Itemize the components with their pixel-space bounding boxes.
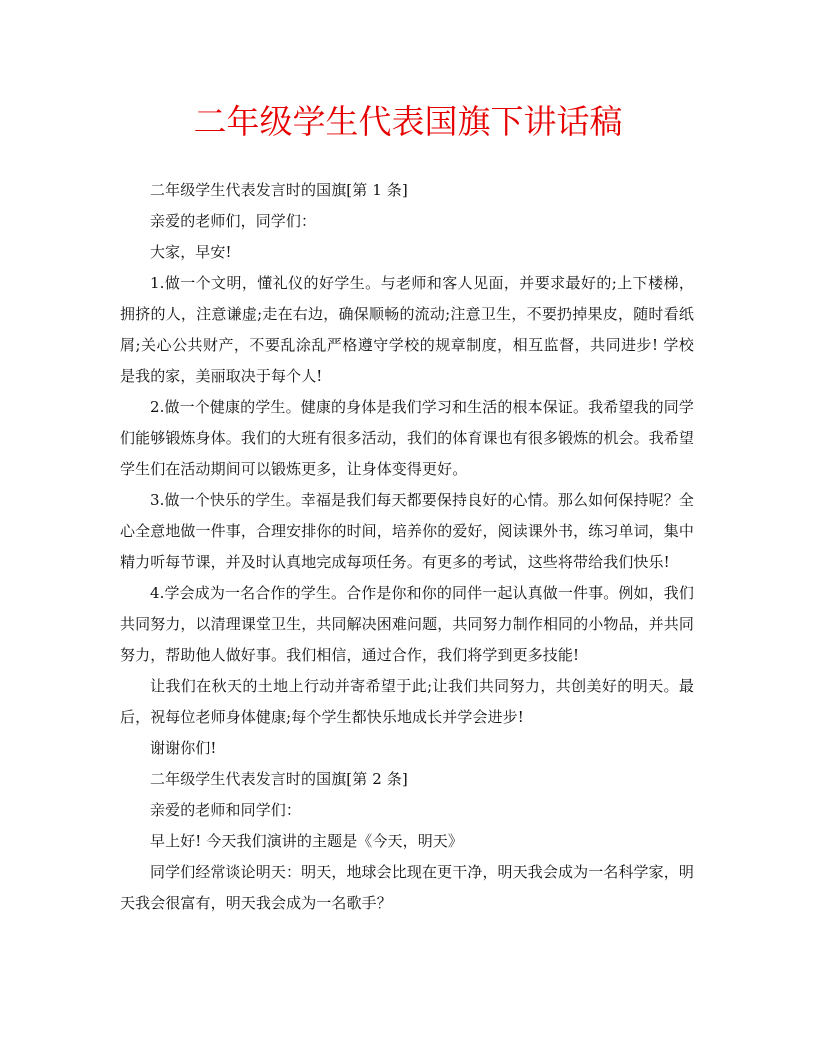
- greeting-2: 早上好! 今天我们演讲的主题是《今天，明天》: [150, 832, 463, 850]
- paragraph-6: 同学们经常谈论明天：明天，地球会比现在更干净，明天我会成为一名科学家，明天我会很富有，明天我会成为一名歌手？: [120, 863, 694, 912]
- salutation-2: 亲爱的老师和同学们：: [150, 801, 302, 819]
- section-heading-1: 二年级学生代表发言时的国旗[第 1 条]: [150, 181, 408, 199]
- paragraph-1: 1.做一个文明，懂礼仪的好学生。与老师和客人见面，并要求最好的;上下楼梯，拥挤的人，注意谦虚;走在右边，确保顺畅的流动;注意卫生，不要扔掉果皮，随时看纸屑;关心公共财产，不要乱涂乱严格遵守学校的规章制度，相互监督，共同进步! 学校是我的家，美丽取决于每个人!: [120, 274, 694, 385]
- document-body: [120, 175, 694, 919]
- paragraph-2: 2.做一个健康的学生。健康的身体是我们学习和生活的根本保证。我希望我的同学们能够锻炼身体。我们的大班有很多活动，我们的体育课也有很多锻炼的机会。我希望学生们在活动期间可以锻炼更多，让身体变得更好。: [120, 398, 694, 478]
- salutation-1: 亲爱的老师们，同学们：: [150, 212, 317, 230]
- closing-1: 谢谢你们!: [150, 739, 217, 757]
- paragraph-5: 让我们在秋天的土地上行动并寄希望于此;让我们共同努力，共创美好的明天。最后，祝每位老师身体健康;每个学生都快乐地成长并学会进步!: [120, 677, 694, 726]
- paragraph-3: 3.做一个快乐的学生。幸福是我们每天都要保持良好的心情。那么如何保持呢？全心全意地做一件事，合理安排你的时间，培养你的爱好，阅读课外书，练习单词，集中精力听每节课，并及时认真地完成每项任务。有更多的考试，这些将带给我们快乐!: [120, 491, 694, 571]
- document-title: 二年级学生代表国旗下讲话稿: [193, 102, 623, 141]
- paragraph-4: 4.学会成为一名合作的学生。合作是你和你的同伴一起认真做一件事。例如，我们共同努力，以清理课堂卫生，共同解决困难问题，共同努力制作相同的小物品，并共同努力，帮助他人做好事。我们相信，通过合作，我们将学到更多技能!: [120, 584, 694, 664]
- greeting-1: 大家，早安!: [150, 243, 232, 261]
- section-heading-2: 二年级学生代表发言时的国旗[第 2 条]: [150, 770, 408, 788]
